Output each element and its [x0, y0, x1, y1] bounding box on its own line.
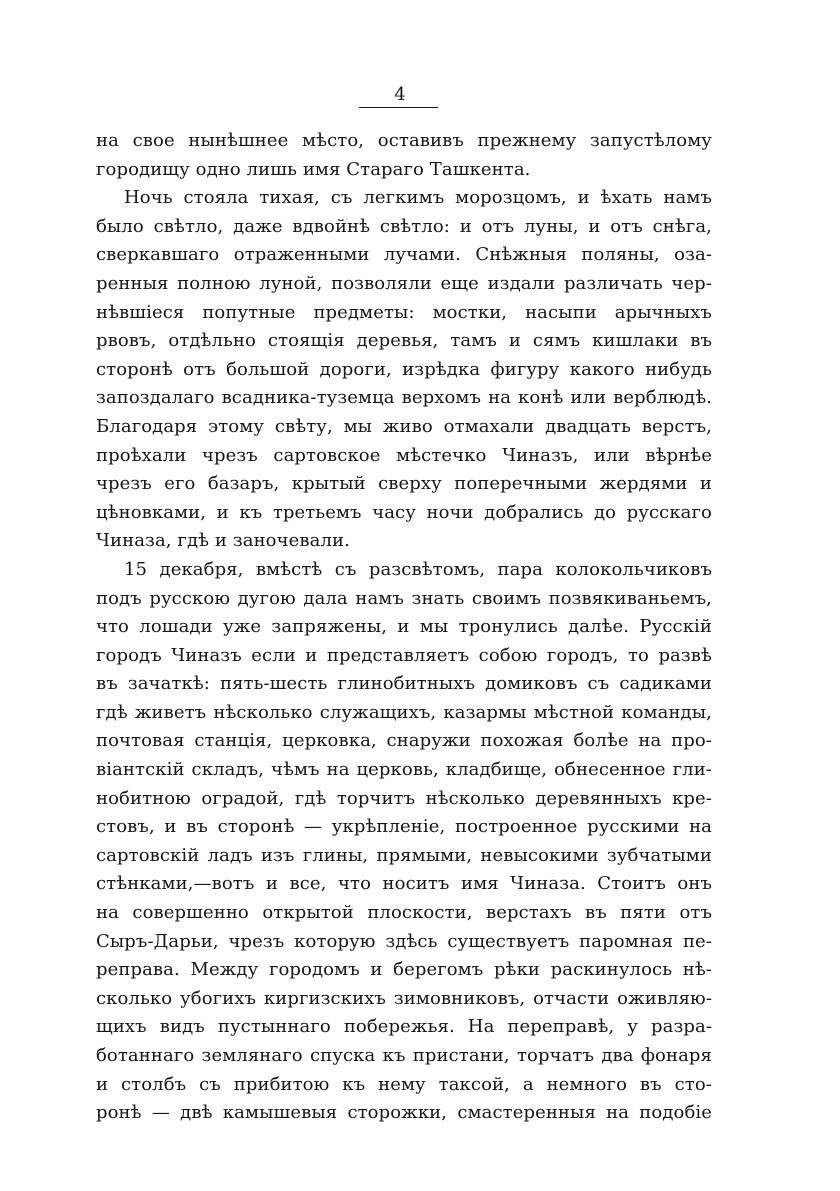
text-line: городъ Чиназъ если и представляетъ собою городъ, то развѣ	[96, 644, 712, 666]
text-line: почтовая станція, церковка, снаружи похожая болѣе на про-	[96, 730, 712, 752]
text-line: стѣнками,—вотъ и все, что носитъ имя Чиназа. Стоитъ онъ	[96, 873, 712, 895]
text-line: стовъ, и въ сторонѣ — укрѣпленіе, построенное русскими на	[96, 816, 712, 838]
text-line: сверкавшаго отраженными лучами. Снѣжныя поляны, оза-	[96, 244, 712, 266]
text-line: сторонѣ отъ большой дороги, изрѣдка фигуру какого нибудь	[96, 358, 712, 380]
text-line: городищу одно лишь имя Стараго Ташкента.	[96, 158, 531, 180]
text-line: проѣхали чрезъ сартовское мѣстечко Чиназъ, или вѣрнѣе	[96, 444, 712, 466]
header-rule	[359, 107, 438, 108]
text-line: сколько убогихъ киргизскихъ зимовниковъ, отчасти оживляю-	[96, 987, 712, 1009]
text-line: нѣвшіеся попутные предметы: мостки, насыпи арычныхъ	[96, 301, 712, 323]
text-line: сартовскій ладъ изъ глины, прямыми, невысокими зубчатыми	[96, 844, 712, 866]
text-line: было свѣтло, даже вдвойнѣ свѣтло: и отъ луны, и отъ снѣга,	[96, 215, 712, 237]
text-line: ронѣ — двѣ камышевыя сторожки, смастеренныя на подобіе	[96, 1102, 712, 1124]
text-line: Ночь стояла тихая, съ легкимъ морозцомъ, и ѣхать намъ	[124, 187, 712, 209]
paragraph-3	[96, 556, 712, 1128]
text-line: ботаннаго землянаго спуска къ пристани, торчатъ два фонаря	[96, 1045, 712, 1066]
text-line: цѣновками, и къ третьемъ часу ночи добрались до русскаго	[96, 501, 712, 523]
text-line: на совершенно открытой плоскости, верстахъ въ пяти отъ	[96, 902, 712, 924]
text-line: чрезъ его базаръ, крытый сверху поперечными жердями и	[96, 473, 712, 495]
text-line: подъ русскою дугою дала намъ знать своимъ позвякиваньемъ,	[96, 587, 712, 609]
body-text	[96, 127, 712, 1128]
text-line: гдѣ живетъ нѣсколько служащихъ, казармы мѣстной команды,	[96, 701, 712, 723]
text-line: рвовъ, отдѣльно стоящія деревья, тамъ и сямъ кишлаки въ	[96, 330, 712, 352]
text-line: что лошади уже запряжены, и мы тронулись далѣе. Русскій	[96, 616, 712, 638]
text-line: реправа. Между городомъ и берегомъ рѣки раскинулось нѣ-	[96, 959, 712, 981]
text-line: запоздалаго всадника-туземца верхомъ на конѣ или верблюдѣ.	[96, 387, 712, 409]
text-line: щихъ видъ пустыннаго побережья. На переправѣ, у разра-	[96, 1016, 712, 1038]
paragraph-2	[96, 184, 712, 556]
text-line: Благодаря этому свѣту, мы живо отмахали двадцать верстъ,	[96, 415, 712, 437]
text-line: Сыръ-Дарьи, чрезъ которую здѣсь существуетъ паромная пе-	[96, 930, 712, 952]
text-line: ренныя полною луной, позволяли еще издали различать чер-	[96, 272, 712, 294]
text-line: 15 декабря, вмѣстѣ съ разсвѣтомъ, пара колокольчиковъ	[124, 558, 712, 580]
text-line: на свое нынѣшнее мѣсто, оставивъ прежнему запустѣлому	[96, 130, 712, 151]
page-number: 4	[394, 84, 406, 105]
text-line: и столбъ съ прибитою къ нему таксой, а немного въ сто-	[96, 1073, 712, 1095]
text-line: нобитною оградой, гдѣ торчитъ нѣсколько деревянныхъ кре-	[96, 787, 712, 809]
text-line: віантскій складъ, чѣмъ на церковь, кладбище, обнесенное гли-	[96, 759, 712, 781]
text-line: Чиназа, гдѣ и заночевали.	[96, 530, 350, 552]
paragraph-1	[96, 127, 712, 184]
text-line: въ зачаткѣ: пять-шесть глинобитныхъ домиковъ съ садиками	[96, 673, 712, 695]
